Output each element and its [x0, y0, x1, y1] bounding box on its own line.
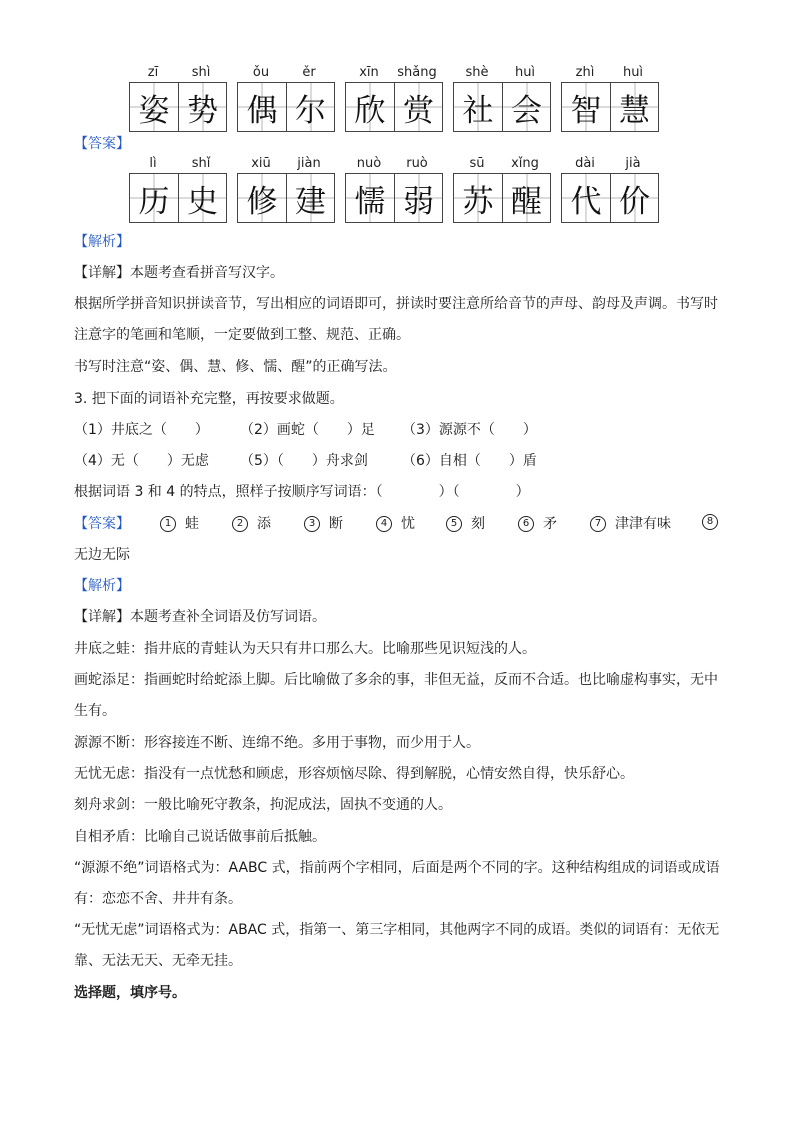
answer-item: 7 津津有味	[590, 514, 671, 534]
detail-tag: 【详解】	[74, 265, 130, 281]
question-item: （3）源源不（ ）	[402, 422, 537, 438]
pinyin: xǐng	[511, 156, 539, 171]
pinyin: ruò	[406, 156, 428, 171]
question-item: （4）无（ ）无虑	[74, 453, 209, 469]
answer-item: 3 断	[304, 514, 343, 534]
word-cell	[129, 64, 227, 132]
detail-line	[74, 607, 326, 627]
pinyin: nuò	[356, 156, 382, 171]
paragraph: 书写时注意“姿、偶、慧、修、懦、醒”的正确写法。	[74, 359, 397, 375]
pinyin: huì	[514, 65, 536, 80]
answer-item: 4 忧	[376, 514, 415, 534]
paragraph: 根据所学拼音知识拼读音节，写出相应的词语即可，拼读时要注意所给音节的声母、韵母及声调。书写时	[74, 296, 718, 312]
paragraph: 自相矛盾：比喻自己说话做事前后抵触。	[74, 829, 326, 845]
paragraph: 画蛇添足：指画蛇时给蛇添上脚。后比喻做了多余的事，非但无益，反而不合适。也比喻虚构事实，无中	[74, 672, 718, 688]
detail-line	[74, 263, 284, 283]
word-cell	[129, 155, 227, 223]
pinyin: huì	[622, 65, 644, 80]
char-box: 智	[562, 83, 610, 131]
question-item: （1）井底之（ ）	[74, 422, 209, 438]
answer-tag: 【答案】	[74, 136, 130, 152]
circled-number: 6	[518, 516, 534, 532]
word-cell	[453, 155, 551, 223]
pinyin: xīn	[359, 65, 379, 80]
circled-number: 8	[702, 514, 718, 530]
paragraph: “源源不绝”词语格式为：AABC 式，指前两个字相同，后面是两个不同的字。这种结构组成的词语或成语	[74, 860, 720, 876]
circled-number: 3	[304, 516, 320, 532]
analysis-tag: 【解析】	[74, 578, 130, 594]
answer-item: 1 蛙	[160, 514, 199, 534]
detail-text: 本题考查看拼音写汉字。	[130, 265, 284, 281]
circled-number: 1	[160, 516, 176, 532]
question-instruction: 根据词语 3 和 4 的特点，照样子按顺序写词语：（ ）（ ）	[74, 484, 530, 500]
circled-number: 4	[376, 516, 392, 532]
paragraph: 有：恋恋不舍、井井有条。	[74, 891, 242, 907]
char-box: 偶	[238, 83, 286, 131]
pinyin-grid-row-1	[129, 64, 659, 132]
word-cell	[345, 155, 443, 223]
question-item: （5）（ ）舟求剑	[240, 453, 368, 469]
paragraph: 源源不断：形容接连不断、连绵不绝。多用于事物，而少用于人。	[74, 735, 480, 751]
char-box: 会	[502, 83, 550, 131]
pinyin: shè	[465, 65, 489, 80]
pinyin: jià	[625, 156, 641, 171]
pinyin: jiàn	[297, 156, 321, 171]
char-box: 历	[130, 174, 178, 222]
char-box: 赏	[394, 83, 442, 131]
pinyin: zī	[147, 65, 159, 80]
paragraph: 生有。	[74, 703, 116, 719]
pinyin: sū	[469, 156, 485, 171]
word-cell	[561, 155, 659, 223]
char-box: 苏	[454, 174, 502, 222]
pinyin: ǒu	[252, 65, 270, 80]
circled-number: 7	[590, 516, 606, 532]
analysis-tag: 【解析】	[74, 234, 130, 250]
answer-item	[702, 514, 727, 530]
detail-text: 本题考查补全词语及仿写词语。	[130, 609, 326, 625]
pinyin: xiū	[251, 156, 271, 171]
pinyin: shì	[191, 65, 211, 80]
char-box: 欣	[346, 83, 394, 131]
pinyin: zhì	[575, 65, 595, 80]
char-box: 尔	[286, 83, 334, 131]
pinyin: dài	[575, 156, 595, 171]
pinyin: ěr	[302, 65, 316, 80]
detail-tag: 【详解】	[74, 609, 130, 625]
paragraph: 注意字的笔画和笔顺，一定要做到工整、规范、正确。	[74, 327, 410, 343]
pinyin: lì	[149, 156, 157, 171]
char-box: 社	[454, 83, 502, 131]
paragraph: 刻舟求剑：一般比喻死守教条，拘泥成法，固执不变通的人。	[74, 797, 452, 813]
word-cell	[453, 64, 551, 132]
word-cell	[237, 64, 335, 132]
answer-item: 6 矛	[518, 514, 557, 534]
char-box: 建	[286, 174, 334, 222]
char-box: 慧	[610, 83, 658, 131]
section-heading: 选择题，填序号。	[74, 985, 186, 1001]
char-box: 势	[178, 83, 226, 131]
question-item: （2）画蛇（ ）足	[240, 422, 375, 438]
char-box: 代	[562, 174, 610, 222]
answer-tag: 【答案】	[74, 516, 130, 532]
pinyin: shǎng	[397, 65, 437, 80]
pinyin-grid-row-2	[129, 155, 659, 223]
paragraph: 井底之蛙：指井底的青蛙认为天只有井口那么大。比喻那些见识短浅的人。	[74, 641, 536, 657]
answer-item: 5 刻	[446, 514, 485, 534]
question-title: 3. 把下面的词语补充完整，再按要求做题。	[74, 391, 344, 407]
char-box: 弱	[394, 174, 442, 222]
paragraph: “无忧无虑”词语格式为：ABAC 式，指第一、第三字相同，其他两字不同的成语。类似的词语有：无依无	[74, 922, 720, 938]
char-box: 史	[178, 174, 226, 222]
char-box: 姿	[130, 83, 178, 131]
word-cell	[561, 64, 659, 132]
answer-continuation: 无边无际	[74, 547, 130, 563]
char-box: 醒	[502, 174, 550, 222]
paragraph: 无忧无虑：指没有一点忧愁和顾虑，形容烦恼尽除、得到解脱，心情安然自得，快乐舒心。	[74, 766, 634, 782]
circled-number: 2	[232, 516, 248, 532]
circled-number: 5	[446, 516, 462, 532]
char-box: 懦	[346, 174, 394, 222]
word-cell	[237, 155, 335, 223]
paragraph: 靠、无法无天、无牵无挂。	[74, 953, 242, 969]
char-box: 价	[610, 174, 658, 222]
pinyin: shǐ	[191, 156, 211, 171]
question-item: （6）自相（ ）盾	[402, 453, 537, 469]
char-box: 修	[238, 174, 286, 222]
word-cell	[345, 64, 443, 132]
answer-item: 2 添	[232, 514, 271, 534]
